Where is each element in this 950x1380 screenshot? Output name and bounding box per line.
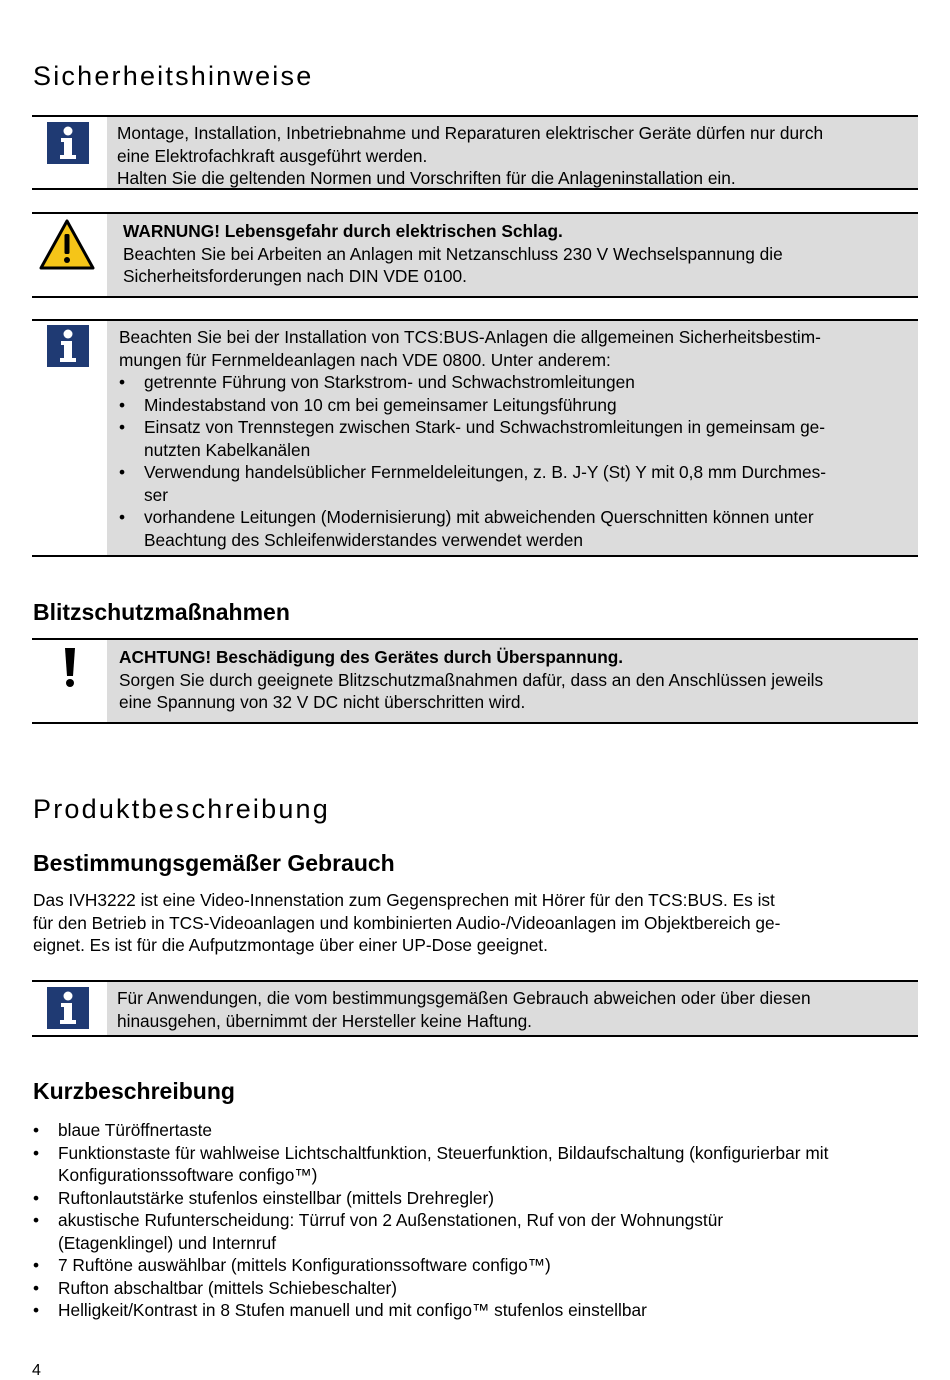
caution-heading: ACHTUNG! Beschädigung des Gerätes durch Überspannung.: [119, 647, 624, 667]
exclamation-icon: [62, 646, 78, 693]
list-item: • getrennte Führung von Starkstrom- und Schwachstromleitungen: [119, 371, 900, 394]
list-item: • 7 Ruftöne auswählbar (mittels Konfigurationssoftware configo™): [33, 1254, 923, 1277]
page-number: 4: [32, 1362, 41, 1379]
info-line: Halten Sie die geltenden Normen und Vorschriften für die Anlageninstallation ein.: [117, 168, 736, 188]
caution-line: eine Spannung von 32 V DC nicht überschritten wird.: [119, 692, 526, 712]
subsection-title-kurzbeschreibung: Kurzbeschreibung: [33, 1078, 235, 1104]
list-item: • Funktionstaste für wahlweise Lichtschaltfunktion, Steuerfunktion, Bildaufschaltung (konfigurierbar mit Konfigurationssoftware configo™): [33, 1142, 923, 1187]
info-line: mungen für Fernmeldeanlagen nach VDE 0800. Unter anderem:: [119, 349, 611, 370]
warning-line: Sicherheitsforderungen nach DIN VDE 0100.: [123, 266, 467, 286]
info-line: Für Anwendungen, die vom bestimmungsgemäßen Gebrauch abweichen oder über diesen: [117, 988, 811, 1008]
safety-list: [119, 371, 900, 551]
info-line: Beachten Sie bei der Installation von TCS:BUS-Anlagen die allgemeinen Sicherheitsbestim-: [119, 327, 821, 347]
info-box-installation: [32, 115, 918, 190]
caution-line: Sorgen Sie durch geeignete Blitzschutzmaßnahmen dafür, dass an den Anschlüssen jeweils: [119, 669, 824, 690]
section-title-blitzschutz: Blitzschutzmaßnahmen: [33, 599, 290, 625]
section-title-sicherheitshinweise: Sicherheitshinweise: [33, 61, 314, 91]
info-line: Montage, Installation, Inbetriebnahme und Reparaturen elektrischer Geräte dürfen nur durch: [117, 123, 824, 143]
list-item: • Mindestabstand von 10 cm bei gemeinsamer Leitungsführung: [119, 394, 900, 417]
subsection-title-gebrauch: Bestimmungsgemäßer Gebrauch: [33, 850, 395, 876]
list-item: • akustische Rufunterscheidung: Türruf von 2 Außenstationen, Ruf von der Wohnungstür (Etagenklingel) und Internruf: [33, 1209, 923, 1254]
info-line: hinausgehen, übernimmt der Hersteller keine Haftung.: [117, 1010, 532, 1031]
list-item: • Ruftonlautstärke stufenlos einstellbar (mittels Drehregler): [33, 1187, 923, 1210]
info-icon: [47, 987, 89, 1034]
feature-list: [33, 1119, 923, 1322]
info-icon: [47, 122, 89, 169]
list-item: • vorhandene Leitungen (Modernisierung) mit abweichenden Querschnitten können unter Beachtung des Schleifenwiderstandes verwendet werden: [119, 506, 900, 551]
info-icon: [47, 325, 89, 372]
list-item: • blaue Türöffnertaste: [33, 1119, 923, 1142]
list-item: • Helligkeit/Kontrast in 8 Stufen manuell und mit configo™ stufenlos einstellbar: [33, 1299, 923, 1322]
warning-heading: WARNUNG! Lebensgefahr durch elektrischen Schlag.: [123, 221, 563, 241]
info-box-liability: [32, 980, 918, 1037]
list-item: • Einsatz von Trennstegen zwischen Stark- und Schwachstromleitungen in gemeinsam ge- nutzten Kabelkanälen: [119, 416, 900, 461]
section-title-produktbeschreibung: Produktbeschreibung: [33, 794, 330, 824]
warning-box-electric-shock: [32, 212, 918, 298]
list-item: • Verwendung handelsüblicher Fernmeldeleitungen, z. B. J-Y (St) Y mit 0,8 mm Durchmes- ser: [119, 461, 900, 506]
info-box-tcs-bus-safety: [32, 319, 918, 557]
warning-triangle-icon: [38, 218, 96, 277]
caution-box-overvoltage: [32, 638, 918, 724]
product-paragraph: Das IVH3222 ist eine Video-Innenstation zum Gegensprechen mit Hörer für den TCS:BUS. Es ist für den Betrieb in TCS-Videoanlagen und kombinierten Audio-/Videoanlagen im Objektbereich ge- eignet. Es ist für die Aufputzmontage über einer UP-Dose geeignet.: [33, 890, 781, 955]
info-line: eine Elektrofachkraft ausgeführt werden.: [117, 145, 428, 166]
warning-line: Beachten Sie bei Arbeiten an Anlagen mit Netzanschluss 230 V Wechselspannung die: [123, 243, 783, 264]
list-item: • Rufton abschaltbar (mittels Schiebeschalter): [33, 1277, 923, 1300]
